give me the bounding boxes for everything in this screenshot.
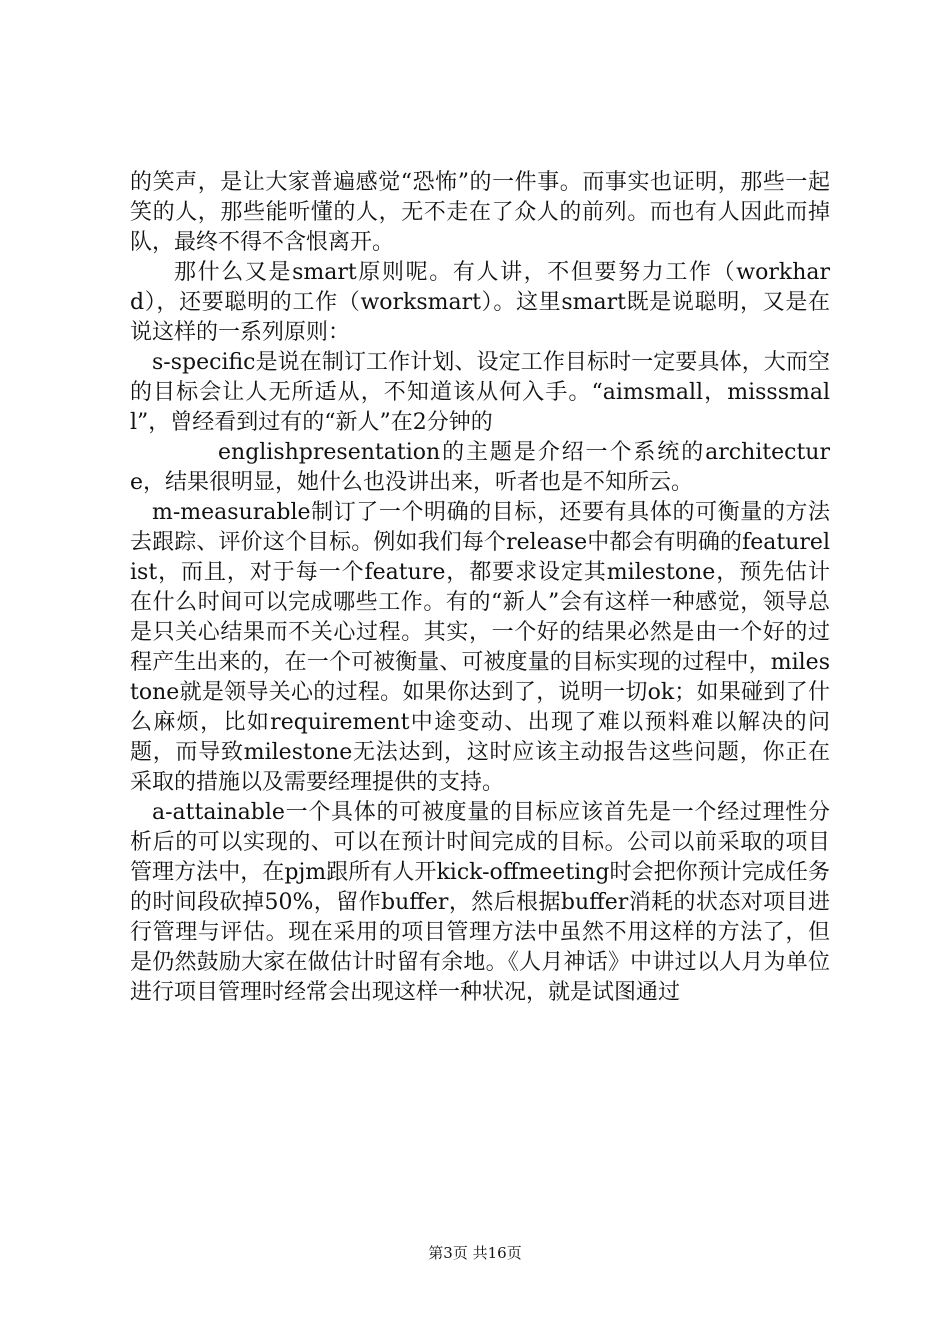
paragraph-presentation: englishpresentation的主题是介绍一个系统的architecture，结果很明显，她什么也没讲出来，听者也是不知所云。 — [130, 440, 830, 495]
paragraph-smart-intro: 那什么又是smart原则呢。有人讲，不但要努力工作（workhard），还要聪明的工作（worksmart）。这里smart既是说聪明，又是在说这样的一系列原则： — [130, 260, 830, 345]
page-footer: 第3页 共16页 — [428, 1244, 522, 1262]
paragraph-laughter: 的笑声，是让大家普遍感觉“恐怖”的一件事。而事实也证明，那些一起笑的人，那些能听懂的人，无不走在了众人的前列。而也有人因此而掉队，最终不得不含恨离开。 — [130, 170, 830, 255]
paragraph-measurable: m-measurable制订了一个明确的目标，还要有具体的可衡量的方法去跟踪、评价这个目标。例如我们每个release中都会有明确的featurelist，而且，对于每一个feature，都要求设定其milestone，预先估计在什么时间可以完成哪些工作。有的“新人”会有这样一种感觉，领导总是只关心结果而不关心过程。其实，一个好的结果必然是由一个好的过程产生出来的，在一个可被衡量、可被度量的目标实现的过程中，milestone就是领导关心的过程。如果你达到了，说明一切ok；如果碰到了什么麻烦，比如requirement中途变动、出现了难以预料难以解决的问题，而导致milestone无法达到，这时应该主动报告这些问题，你正在采取的措施以及需要经理提供的支持。 — [130, 500, 830, 795]
body-text — [130, 168, 830, 1008]
paragraph-specific: s-specific是说在制订工作计划、设定工作目标时一定要具体，大而空的目标会让人无所适从，不知道该从何入手。“aimsmall，misssmall”，曾经看到过有的“新人”在2分钟的 — [130, 350, 830, 435]
paragraph-attainable: a-attainable一个具体的可被度量的目标应该首先是一个经过理性分析后的可以实现的、可以在预计时间完成的目标。公司以前采取的项目管理方法中，在pjm跟所有人开kick-offmeeting时会把你预计完成任务的时间段砍掉50%，留作buffer，然后根据buffer消耗的状态对项目进行管理与评估。现在采用的项目管理方法中虽然不用这样的方法了，但是仍然鼓励大家在做估计时留有余地。《人月神话》中讲过以人月为单位进行项目管理时经常会出现这样一种状况，就是试图通过 — [130, 800, 830, 1005]
